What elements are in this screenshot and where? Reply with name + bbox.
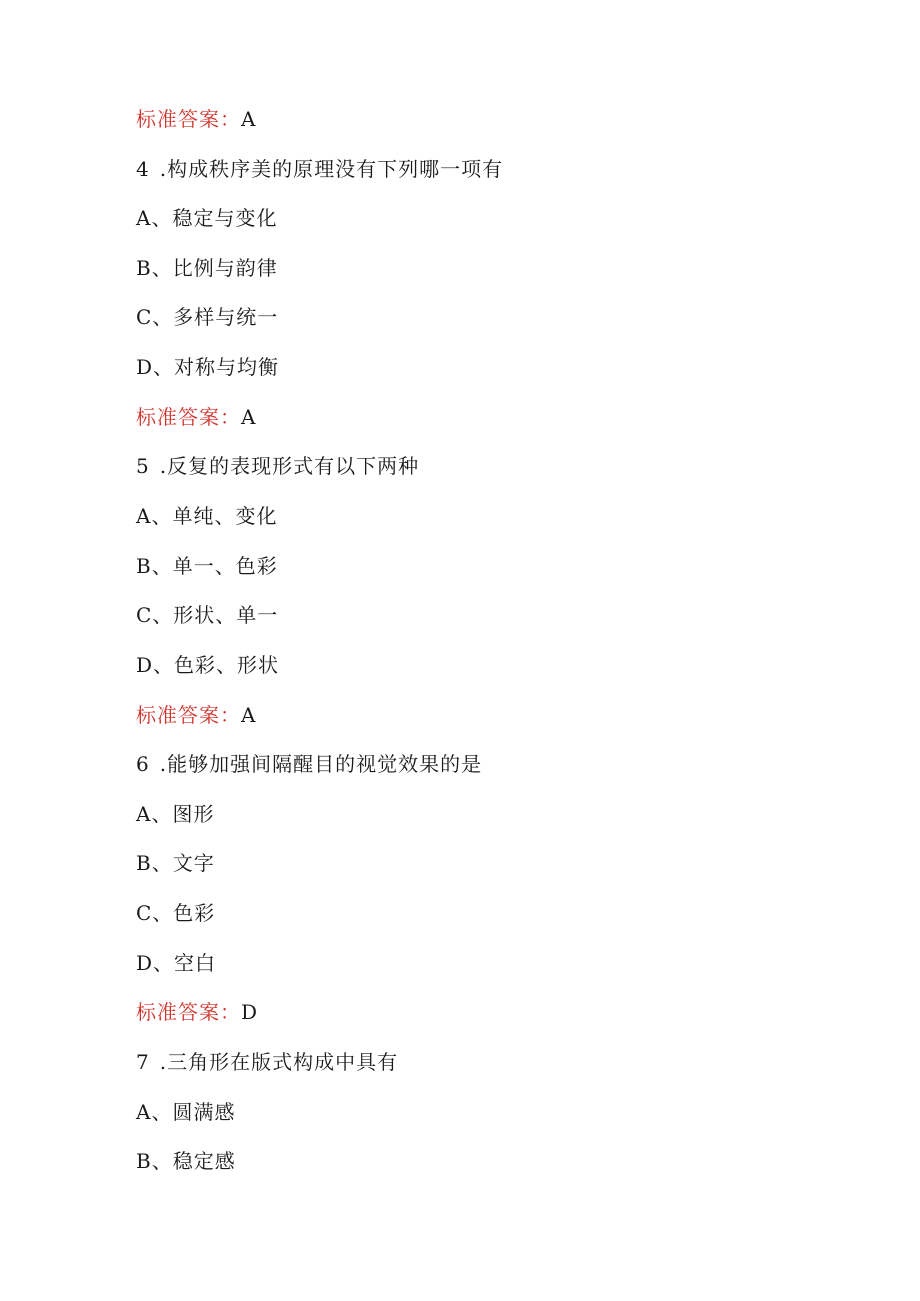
option-c: C、多样与统一 bbox=[136, 305, 279, 329]
question-number: 6 bbox=[136, 752, 150, 776]
option-a: A、稳定与变化 bbox=[136, 206, 278, 230]
option-a: A、图形 bbox=[136, 802, 215, 826]
answer-value: A bbox=[241, 703, 257, 727]
question-4 bbox=[136, 154, 503, 184]
question-number: 7 bbox=[136, 1050, 150, 1074]
option-b: B、稳定感 bbox=[136, 1149, 236, 1173]
answer-label: 标准答案： bbox=[136, 703, 241, 727]
option-a: A、圆满感 bbox=[136, 1100, 236, 1124]
answer-label: 标准答案： bbox=[136, 1000, 241, 1024]
question-text: .反复的表现形式有以下两种 bbox=[159, 454, 420, 478]
answer-label: 标准答案： bbox=[136, 405, 241, 429]
answer-value: A bbox=[241, 405, 257, 429]
answer-value: D bbox=[241, 1000, 259, 1024]
option-c: C、色彩 bbox=[136, 901, 216, 925]
option-d: D、色彩、形状 bbox=[136, 653, 280, 677]
question-number: 5 bbox=[136, 454, 150, 478]
option-b: B、单一、色彩 bbox=[136, 554, 278, 578]
option-d: D、对称与均衡 bbox=[136, 355, 280, 379]
question-text: .三角形在版式构成中具有 bbox=[159, 1050, 399, 1074]
answer-line bbox=[136, 402, 256, 432]
option-b: B、比例与韵律 bbox=[136, 256, 278, 280]
option-b: B、文字 bbox=[136, 851, 215, 875]
answer-line bbox=[136, 997, 258, 1027]
answer-label: 标准答案： bbox=[136, 107, 241, 131]
question-7 bbox=[136, 1047, 398, 1077]
answer-value: A bbox=[241, 107, 257, 131]
question-5 bbox=[136, 451, 419, 481]
option-d: D、空白 bbox=[136, 951, 217, 975]
answer-line bbox=[136, 700, 256, 730]
option-a: A、单纯、变化 bbox=[136, 504, 278, 528]
option-c: C、形状、单一 bbox=[136, 603, 279, 627]
answer-line bbox=[136, 104, 256, 134]
question-number: 4 bbox=[136, 157, 150, 181]
question-6 bbox=[136, 749, 482, 779]
question-text: .能够加强间隔醒目的视觉效果的是 bbox=[159, 752, 483, 776]
question-text: .构成秩序美的原理没有下列哪一项有 bbox=[159, 157, 504, 181]
